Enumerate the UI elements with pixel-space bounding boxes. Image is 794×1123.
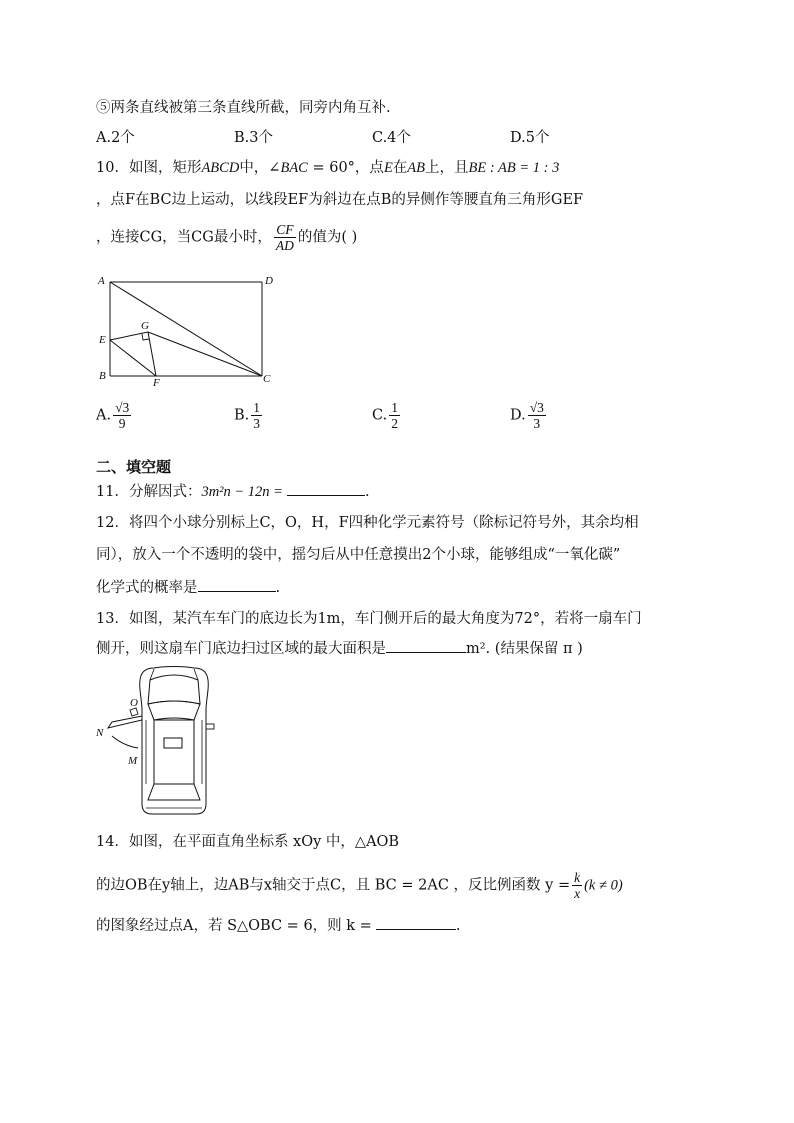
q13-answer-blank[interactable] (386, 638, 466, 653)
q9-option-b: B.3个 (234, 130, 273, 146)
q9-option-a: A.2个 (96, 130, 135, 146)
q14-line-2: 的边OB在y轴上，边AB与x轴交于点C，且 BC = 2AC ，反比例函数 y = $\frac{k}{x}$ (k ≠ 0) (96, 870, 623, 901)
car-hood (148, 675, 200, 704)
car-roof (154, 720, 194, 784)
segment-gf (148, 332, 156, 376)
q11-line: 11．分解因式：3m²n − 12n = . (96, 481, 370, 502)
q9-option-c: C.4个 (372, 130, 411, 146)
label-o: O (130, 697, 138, 709)
q10-option-a: A. $\frac{√3}{9}$ (96, 400, 130, 431)
open-door (108, 716, 142, 728)
q10-option-d: D. $\frac{√3}{3}$ (510, 400, 544, 431)
q12-line-1: 12．将四个小球分别标上C，O，H，F四种化学元素符号（除标记符号外，其余均相 (96, 515, 639, 531)
q14-answer-blank[interactable] (376, 915, 456, 930)
q10-option-b: B. $\frac{1}{3}$ (234, 400, 261, 431)
label-g: G (141, 320, 149, 332)
q13-line-2: 侧开，则这扇车门底边扫过区域的最大面积是 m². (结果保留 π ) (96, 638, 583, 659)
q10-line-2: ，点F在BC边上运动，以线段EF为斜边在点B的异侧作等腰直角三角形GEF (96, 192, 584, 208)
car-body (140, 667, 209, 815)
q12-line-2: 同），放入一个不透明的袋中，摇匀后从中任意摸出2个小球，能够组成“一氧化碳” (96, 547, 621, 563)
label-b: B (99, 370, 106, 382)
q11-answer-blank[interactable] (287, 481, 365, 496)
q10-rectangle-figure (96, 272, 280, 388)
right-angle-mark (142, 334, 149, 340)
label-m: M (128, 755, 138, 767)
door-mirror (130, 708, 138, 716)
segment-ef (110, 340, 156, 376)
q13-line-1: 13．如图，某汽车车门的底边长为1m，车门侧开后的最大角度为72°，若将一扇车门 (96, 611, 642, 627)
q13-car-figure (94, 664, 220, 820)
car-sunroof (164, 738, 182, 748)
section-title-fill-blank: 二、填空题 (96, 458, 172, 476)
q14-fraction: $\frac{k}{x}$ (574, 870, 581, 901)
q10-option-c: C. $\frac{1}{2}$ (372, 400, 398, 431)
q9-option-d: D.5个 (510, 130, 550, 146)
q10-fraction: $\frac{CF}{AD}$ (275, 222, 294, 253)
label-c: C (263, 373, 271, 385)
sweep-arc (112, 736, 138, 748)
q12-answer-blank[interactable] (198, 577, 276, 592)
label-e: E (99, 334, 106, 346)
diagonal-ac (110, 282, 262, 376)
label-f: F (153, 377, 160, 388)
q14-line-1: 14．如图，在平面直角坐标系 xOy 中，△AOB (96, 834, 400, 850)
q10-line-1: 10．如图，矩形ABCD中，∠BAC = 60°，点E在AB上，且BE : AB = 1 : 3 (96, 160, 560, 176)
segment-gc (148, 332, 262, 376)
label-n: N (96, 727, 104, 739)
label-a: A (98, 275, 105, 287)
car-windshield (148, 701, 200, 720)
q10-line-3: ，连接CG，当CG最小时， $\frac{CF}{AD}$ 的值为( ) (96, 222, 358, 253)
q14-line-3: 的图象经过点A，若 S△OBC = 6，则 k = . (96, 915, 460, 936)
label-d: D (265, 275, 273, 287)
q9-item-5: ⑤两条直线被第三条直线所截，同旁内角互补. (96, 100, 391, 116)
right-mirror (206, 724, 214, 729)
q12-line-3: 化学式的概率是 . (96, 577, 280, 598)
car-rear-window (148, 784, 200, 800)
